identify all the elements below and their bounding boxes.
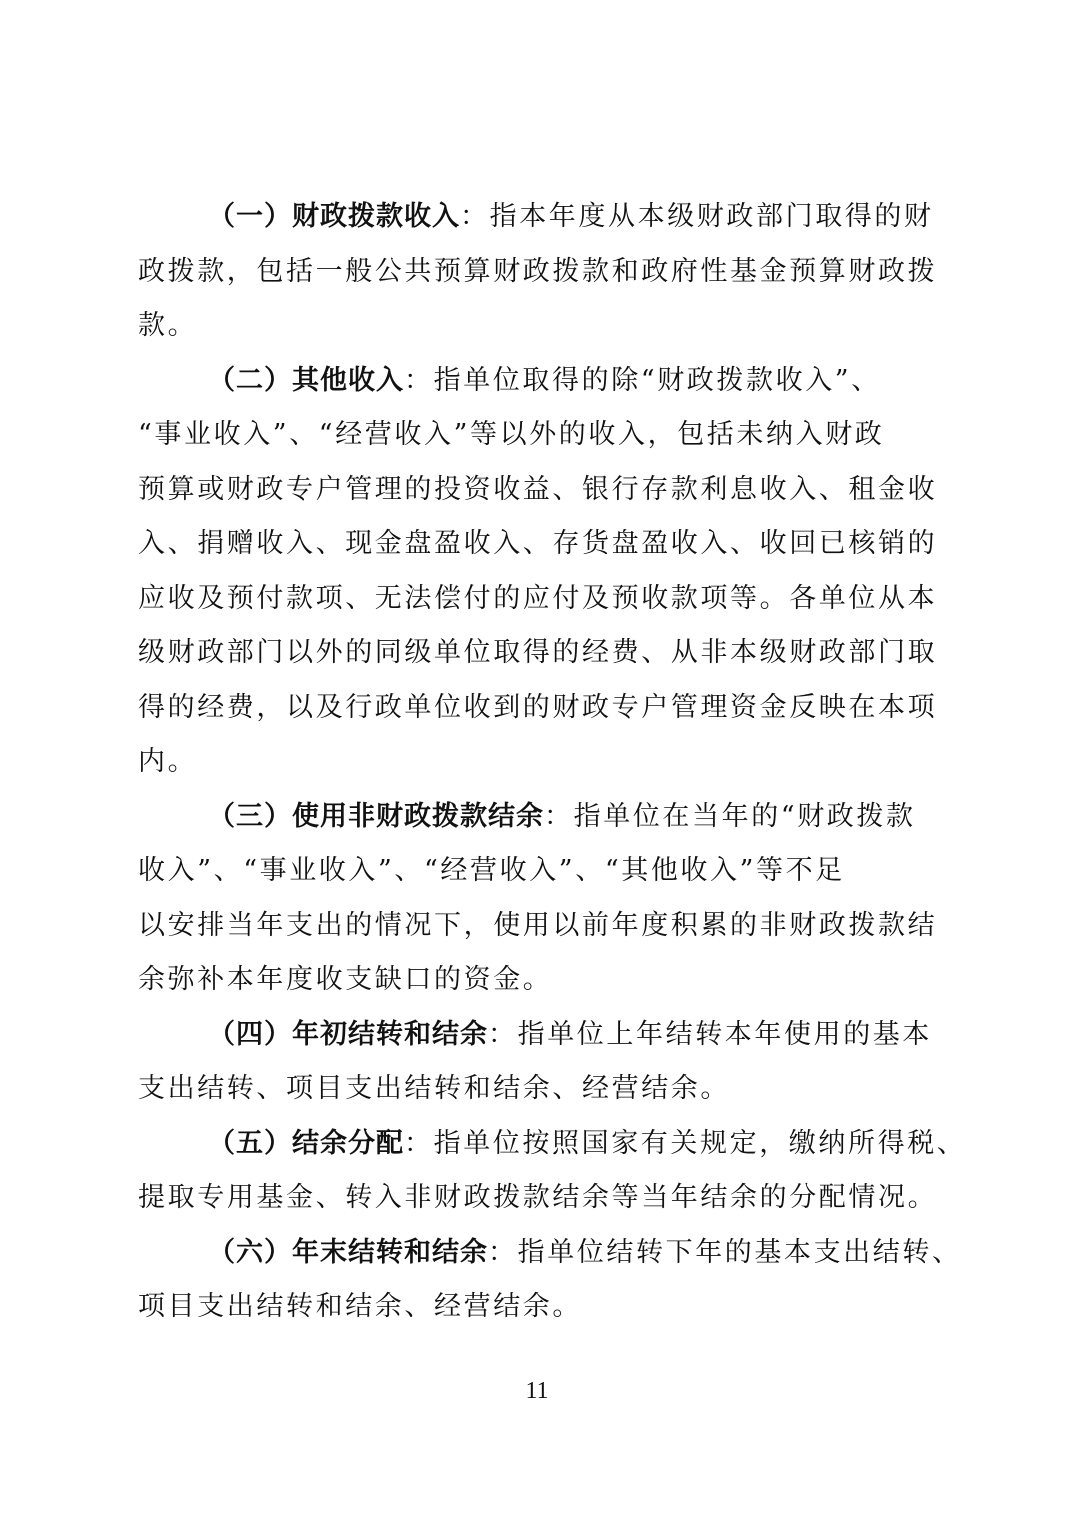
section-4	[138, 1008, 958, 1117]
text-line: 提取专用基金、转入非财政拨款结余等当年结余的分配情况。	[138, 1182, 938, 1213]
text-line: 项目支出结转和结余、经营结余。	[138, 1291, 582, 1322]
section-1	[138, 190, 958, 354]
text-line: 款。	[138, 310, 198, 341]
text-line	[138, 354, 958, 409]
section-5	[138, 1117, 967, 1226]
section-term: （五）结余分配	[208, 1127, 404, 1159]
text-line: 余弥补本年度收支缺口的资金。	[138, 964, 553, 995]
section-term: （三）使用非财政拨款结余	[208, 800, 544, 832]
text-line: “事业收入”、“经营收入”等以外的收入，包括未纳入财政	[138, 419, 885, 450]
page-number: 11	[525, 1378, 549, 1404]
text-line: 得的经费，以及行政单位收到的财政专户管理资金反映在本项	[138, 691, 938, 723]
section-term: （四）年初结转和结余	[208, 1018, 488, 1050]
text-line: 级财政部门以外的同级单位取得的经费、从非本级财政部门取	[138, 637, 938, 668]
text-line: 收入”、“事业收入”、“经营收入”、“其他收入”等不足	[138, 855, 845, 886]
section-6	[138, 1226, 962, 1335]
line-text: ：指本年度从本级财政部门取得的财	[460, 201, 934, 232]
text-line	[138, 1226, 962, 1281]
line-text: ：指单位取得的除“财政拨款收入”、	[404, 364, 881, 396]
text-line: 内。	[138, 746, 198, 777]
line-text: ：指单位在当年的“财政拨款	[544, 800, 916, 832]
text-line: 政拨款，包括一般公共预算财政拨款和政府性基金预算财政拨	[138, 255, 938, 287]
text-line	[138, 1008, 958, 1063]
section-term: （二）其他收入	[208, 364, 404, 396]
line-text: ：指单位结转下年的基本支出结转、	[488, 1236, 962, 1268]
line-text: ：指单位按照国家有关规定，缴纳所得税、	[404, 1127, 967, 1159]
section-term: （一）财政拨款收入	[208, 201, 460, 232]
line-text: ：指单位上年结转本年使用的基本	[488, 1018, 932, 1050]
text-line	[138, 790, 958, 845]
section-term: （六）年末结转和结余	[208, 1236, 488, 1268]
section-2	[138, 354, 958, 790]
text-line: 支出结转、项目支出结转和结余、经营结余。	[138, 1073, 730, 1104]
text-line	[138, 1117, 967, 1172]
text-line: 应收及预付款项、无法偿付的应付及预收款项等。各单位从本	[138, 582, 938, 614]
text-line: 以安排当年支出的情况下，使用以前年度积累的非财政拨款结	[138, 909, 938, 941]
document-body	[138, 190, 967, 1335]
text-line: 入、捐赠收入、现金盘盈收入、存货盘盈收入、收回已核销的	[138, 528, 938, 559]
text-line: 预算或财政专户管理的投资收益、银行存款利息收入、租金收	[138, 473, 938, 505]
text-line	[138, 190, 958, 245]
section-3	[138, 790, 958, 1008]
